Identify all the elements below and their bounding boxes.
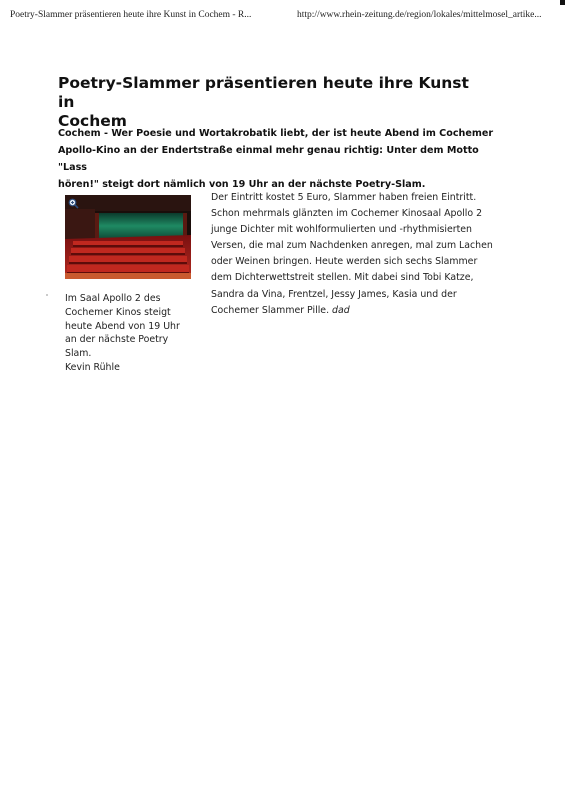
caption-line: heute Abend von 19 Uhr (65, 320, 180, 332)
body-line: Schon mehrmals glänzten im Cochemer Kinosaal Apollo 2 (211, 208, 483, 220)
article-lead (58, 125, 498, 193)
lead-line: Apollo-Kino an der Endertstraße einmal mehr genau richtig: Unter dem Motto "Lass (58, 145, 479, 173)
body-line: oder Weinen bringen. Heute werden sich sechs Slammer (211, 256, 478, 268)
caption-line: Cochemer Kinos steigt (65, 306, 171, 318)
zoom-icon[interactable] (68, 198, 79, 209)
print-url: http://www.rhein-zeitung.de/region/lokales/mittelmosel_artike... (297, 10, 542, 20)
headline-line: Poetry-Slammer präsentieren heute ihre Kunst in (58, 74, 469, 111)
cinema-hall-image (65, 195, 191, 279)
article-body (211, 190, 511, 319)
caption-line: Im Saal Apollo 2 des (65, 293, 161, 304)
body-line: dem Dichterwettstreit stellen. Mit dabei sind Tobi Katze, (211, 272, 474, 284)
cinema-hall-photo[interactable] (65, 195, 191, 279)
body-last-line: Cochemer Slammer Pille. (211, 304, 330, 316)
scan-corner-mark (560, 0, 565, 5)
author-initials: dad (332, 304, 350, 316)
body-line: junge Dichter mit wohlformulierten und -rhythmisierten (211, 224, 472, 236)
body-line (211, 303, 511, 319)
body-line: Versen, die mal zum Nachdenken anregen, mal zum Lachen (211, 240, 493, 252)
print-page-title: Poetry-Slammer präsentieren heute ihre Kunst in Cochem - R... (10, 10, 252, 20)
body-line: Sandra da Vina, Frentzel, Jessy James, Kasia und der (211, 288, 457, 300)
body-line: Der Eintritt kostet 5 Euro, Slammer haben freien Eintritt. (211, 192, 477, 203)
photo-credit: Kevin Rühle (65, 361, 120, 373)
scan-speck (46, 294, 48, 296)
caption-line: an der nächste Poetry (65, 334, 169, 346)
lead-line: hören!" steigt dort nämlich von 19 Uhr an der nächste Poetry-Slam. (58, 179, 426, 190)
article-headline (58, 74, 478, 131)
lead-line: Cochem - Wer Poesie und Wortakrobatik liebt, der ist heute Abend im Cochemer (58, 128, 494, 139)
photo-caption (65, 292, 183, 375)
headline-line: Cochem (58, 112, 127, 130)
caption-line: Slam. (65, 348, 92, 360)
